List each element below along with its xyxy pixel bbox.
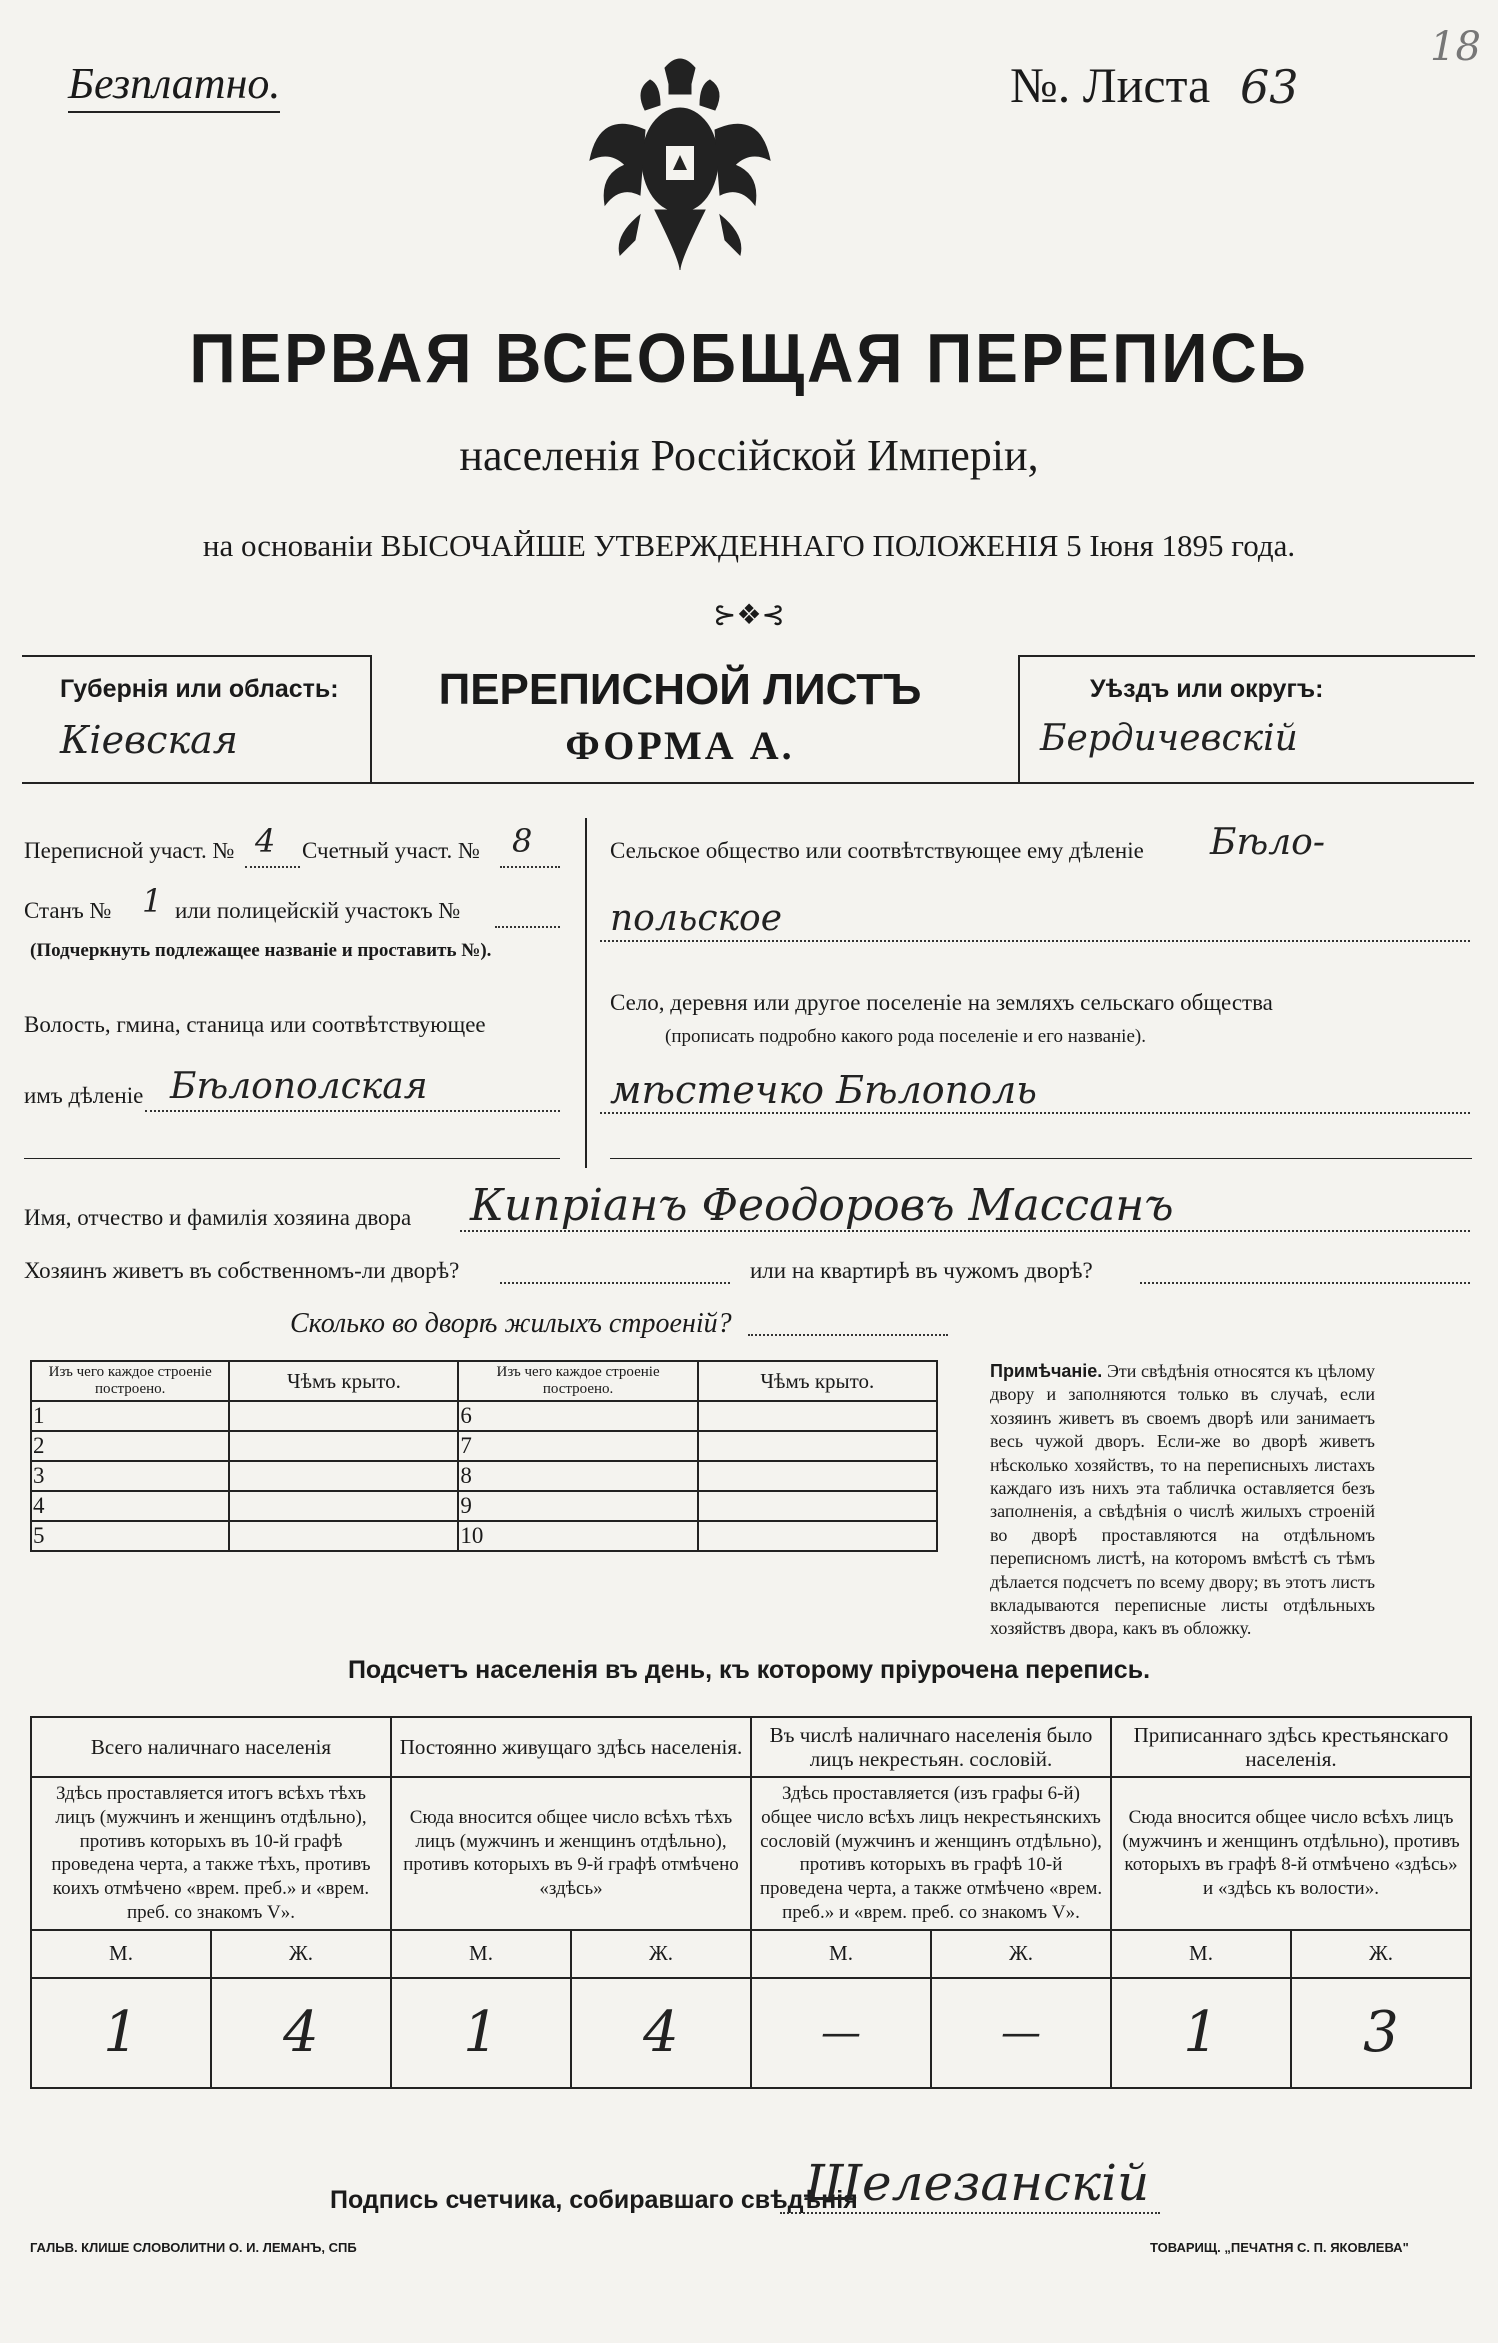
column-desc-registered: Сюда вносится общее число всѣхъ лицъ (мужчинъ и женщинъ отдѣльно), противъ которыхъ въ графѣ 8-й отмѣчено «здѣсь» и «здѣсь къ волости». xyxy=(1122,1806,1460,1899)
page-title: ПЕРВАЯ ВСЕОБЩАЯ ПЕРЕПИСЬ xyxy=(189,319,1309,397)
village-note: (прописать подробно какого рода поселеніе и его названіе). xyxy=(665,1026,1146,1047)
remark xyxy=(990,1360,1375,1641)
column-desc-non-peasant: Здѣсь проставляется (изъ графы 6-й) общее число всѣхъ лицъ некрестьянскихъ сословій (мужчинъ и женщинъ отдѣльно), противъ которыхъ въ графѣ 10-й проведена черта, а также отмѣчено «врем. преб.» и «врем. преб. со знакомъ V». xyxy=(759,1783,1103,1923)
column-head-registered: Приписаннаго здѣсь крестьянскаго населенія. xyxy=(1133,1722,1449,1771)
printer-left: ГАЛЬВ. КЛИШЕ СЛОВОЛИТНИ О. И. ЛЕМАНЪ, СПБ xyxy=(30,2240,357,2255)
table-row: 5 xyxy=(31,1521,229,1551)
stan-label: Станъ № xyxy=(24,898,112,923)
signature-value: Шелезанскій xyxy=(805,2154,1150,2212)
male-header: М. xyxy=(1111,1930,1291,1978)
lives-own-label: Хозяинъ живетъ въ собственномъ-ли дворѣ? xyxy=(24,1258,460,1283)
owner-name-value: Кипріанъ Феодоровъ Массанъ xyxy=(470,1180,1174,1231)
registered-male-value: 1 xyxy=(1111,1978,1291,2088)
stan-value: 1 xyxy=(142,882,163,920)
column-head-total: Всего наличнаго населенія xyxy=(90,1734,332,1759)
total-male-value: 1 xyxy=(31,1978,211,2088)
double-headed-eagle-emblem xyxy=(585,50,775,280)
mid-divider xyxy=(585,818,587,1168)
permanent-female-value: 4 xyxy=(571,1978,751,2088)
permanent-male-value: 1 xyxy=(391,1978,571,2088)
table-row: 1 xyxy=(31,1401,229,1431)
buildings-count-label: Сколько во дворѣ жилыхъ строеній? xyxy=(290,1308,732,1339)
page-subtitle: населенія Россійской Имперіи, xyxy=(459,431,1039,480)
table-row: 10 xyxy=(458,1521,697,1551)
owner-name-label: Имя, отчество и фамилія хозяина двора xyxy=(24,1205,412,1230)
roof-header-left: Чѣмъ крыто. xyxy=(286,1368,401,1393)
column-head-non-peasant: Въ числѣ наличнаго населенія было лицъ некрестьян. сословій. xyxy=(769,1722,1093,1771)
census-plot-value: 4 xyxy=(255,822,276,860)
registered-female-value: 3 xyxy=(1291,1978,1471,2088)
gubernia-value: Кіевская xyxy=(60,718,238,762)
lives-rent-label: или на квартирѣ въ чужомъ дворѣ? xyxy=(750,1258,1093,1283)
non-peasant-female-value: — xyxy=(931,1978,1111,2088)
gubernia-label: Губернія или область: xyxy=(60,675,339,703)
uezd-label: Уѣздъ или округъ: xyxy=(1090,675,1324,703)
ornament: ⊱❖⊰ xyxy=(712,600,786,631)
remark-text: Эти свѣдѣнія относятся къ цѣлому двору и заполняются только въ случаѣ, если хозяинъ живетъ въ своемъ дворѣ или занимаетъ весь чужой дворъ. Если-же во дворѣ живетъ нѣсколько хозяйствъ, то на переписныхъ листахъ каждаго изъ нихъ эта табличка оставляется безъ заполненія, а свѣдѣнія о числѣ жилыхъ строеній во дворѣ проставляются на отдѣльномъ переписномъ листѣ, на которомъ вмѣстѣ съ тѣмъ дѣлается подсчетъ по всему двору; въ этотъ листъ вкладываются переписные листы отдѣльныхъ хозяйствъ двора, какъ въ обложку. xyxy=(990,1361,1376,1639)
underline-note: (Подчеркнуть подлежащее названіе и проставить №). xyxy=(30,940,492,961)
legal-basis: на основаніи ВЫСОЧАЙШЕ УТВЕРЖДЕННАГО ПОЛОЖЕНІЯ 5 Іюня 1895 года. xyxy=(202,528,1296,563)
table-row: 7 xyxy=(458,1431,697,1461)
table-row: 4 xyxy=(31,1491,229,1521)
society-value-1: Бѣло- xyxy=(1210,822,1325,863)
population-table xyxy=(30,1716,1472,2089)
signature-label: Подпись счетчика, собиравшаго свѣдѣнія xyxy=(330,2186,858,2214)
table-row: 3 xyxy=(31,1461,229,1491)
volost-label-2: имъ дѣленіе xyxy=(24,1083,144,1108)
male-header: М. xyxy=(391,1930,571,1978)
form-title: ПЕРЕПИСНОЙ ЛИСТЪ xyxy=(438,665,922,714)
corner-mark: 18 xyxy=(1430,24,1481,70)
village-label: Село, деревня или другое поселеніе на земляхъ сельскаго общества xyxy=(610,990,1273,1015)
table-row: 6 xyxy=(458,1401,697,1431)
non-peasant-male-value: — xyxy=(751,1978,931,2088)
table-row: 2 xyxy=(31,1431,229,1461)
sheet-number-value: 63 xyxy=(1240,60,1299,114)
material-header-right: Изъ чего каждое строеніе построено. xyxy=(496,1363,660,1397)
roof-header-right: Чѣмъ крыто. xyxy=(760,1368,875,1393)
society-value-2: польское xyxy=(610,898,783,939)
female-header: Ж. xyxy=(211,1930,391,1978)
police-label: или полицейскій участокъ № xyxy=(175,898,461,923)
material-header-left: Изъ чего каждое строеніе построено. xyxy=(48,1363,212,1397)
column-head-permanent: Постоянно живущаго здѣсь населенія. xyxy=(399,1734,743,1759)
female-header: Ж. xyxy=(571,1930,751,1978)
table-row: 9 xyxy=(458,1491,697,1521)
remark-title: Примѣчаніе. xyxy=(990,1361,1103,1381)
top-divider xyxy=(22,782,1474,784)
total-female-value: 4 xyxy=(211,1978,391,2088)
free-label: Безплатно. xyxy=(68,58,280,113)
sheet-number-label: №. Листа xyxy=(1010,57,1211,113)
column-desc-permanent: Сюда вносится общее число всѣхъ тѣхъ лицъ (мужчинъ и женщинъ отдѣльно), противъ которыхъ въ 9-й графѣ отмѣчено «здѣсь» xyxy=(403,1806,739,1899)
table-row: 8 xyxy=(458,1461,697,1491)
count-plot-value: 8 xyxy=(512,822,533,860)
female-header: Ж. xyxy=(931,1930,1111,1978)
volost-value: Бѣлополская xyxy=(170,1066,428,1107)
volost-label: Волость, гмина, станица или соотвѣтствующее xyxy=(24,1012,486,1037)
society-label: Сельское общество или соотвѣтствующее ему дѣленіе xyxy=(610,838,1144,863)
form-subtitle: ФОРМА А. xyxy=(565,723,795,768)
male-header: М. xyxy=(31,1930,211,1978)
uezd-value: Бердичевскій xyxy=(1040,718,1298,759)
male-header: М. xyxy=(751,1930,931,1978)
village-value: мѣстечко Бѣлополь xyxy=(610,1068,1037,1112)
population-title: Подсчетъ населенія въ день, къ которому пріурочена перепись. xyxy=(347,1656,1151,1684)
census-plot-label: Переписной участ. № xyxy=(24,838,235,863)
count-plot-label: Счетный участ. № xyxy=(302,838,480,863)
column-desc-total: Здѣсь проставляется итогъ всѣхъ тѣхъ лицъ (мужчинъ и женщинъ отдѣльно), противъ которыхъ въ 10-й графѣ проведена черта, а также тѣхъ, противъ коихъ отмѣчено «врем. преб.» и «врем. преб. со знакомъ V». xyxy=(51,1783,371,1923)
buildings-table xyxy=(30,1360,938,1552)
printer-right: ТОВАРИЩ. „ПЕЧАТНЯ С. П. ЯКОВЛЕВА" xyxy=(1150,2240,1409,2255)
female-header: Ж. xyxy=(1291,1930,1471,1978)
